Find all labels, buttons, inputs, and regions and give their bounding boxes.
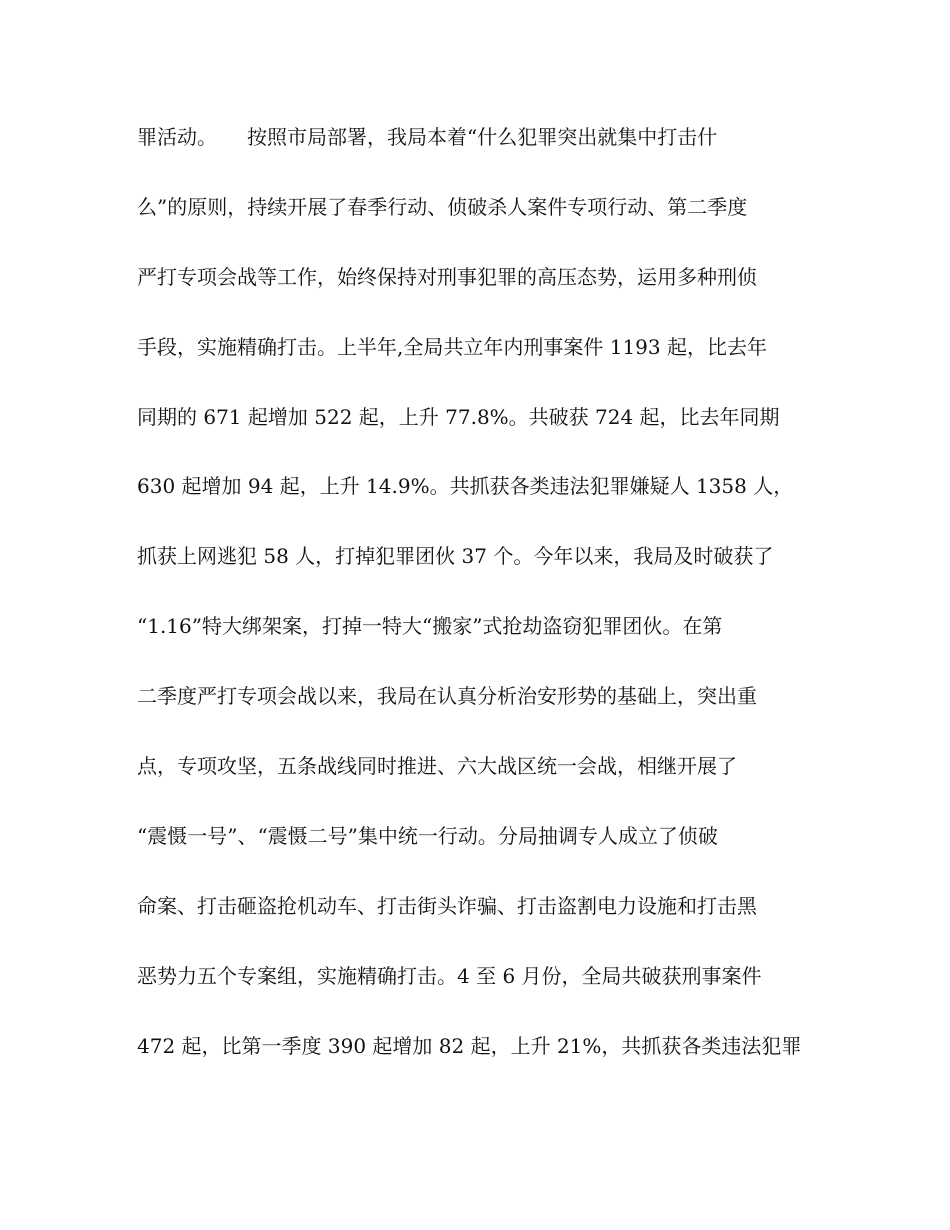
text-line-6: 630 起增加 94 起，上升 14.9%。共抓获各类违法犯罪嫌疑人 1358 人， [137, 474, 794, 499]
text-line-12: 命案、打击砸盗抢机动车、打击街头诈骗、打击盗割电力设施和打击黑 [137, 893, 757, 918]
text-line-8: “1.16”特大绑架案，打掉一特大“搬家”式抢劫盗窃犯罪团伙。在第 [137, 614, 723, 639]
text-line-3: 严打专项会战等工作，始终保持对刑事犯罪的高压态势，运用多种刑侦 [137, 264, 757, 289]
body-text [137, 126, 827, 1104]
text-line-7: 抓获上网逃犯 58 人，打掉犯罪团伙 37 个。今年以来，我局及时破获了 [137, 544, 774, 569]
text-line-14: 472 起，比第一季度 390 起增加 82 起，上升 21%，共抓获各类违法犯罪 [137, 1033, 802, 1058]
text-line-13: 恶势力五个专案组，实施精确打击。4 至 6 月份，全局共破获刑事案件 [137, 963, 762, 988]
text-line-10: 点，专项攻坚，五条战线同时推进、六大战区统一会战，相继开展了 [137, 754, 737, 779]
text-line-2: 么”的原则，持续开展了春季行动、侦破杀人案件专项行动、第二季度 [137, 194, 748, 219]
text-line-11: “震慑一号”、“震慑二号”集中统一行动。分局抽调专人成立了侦破 [137, 823, 718, 848]
text-line-1: 罪活动。 按照市局部署，我局本着“什么犯罪突出就集中打击什 [137, 125, 718, 149]
text-line-4: 手段，实施精确打击。上半年,全局共立年内刑事案件 1193 起，比去年 [137, 334, 767, 359]
text-line-9: 二季度严打专项会战以来，我局在认真分析治安形势的基础上，突出重 [137, 684, 757, 709]
text-line-5: 同期的 671 起增加 522 起，上升 77.8%。共破获 724 起，比去年同期 [137, 404, 780, 429]
